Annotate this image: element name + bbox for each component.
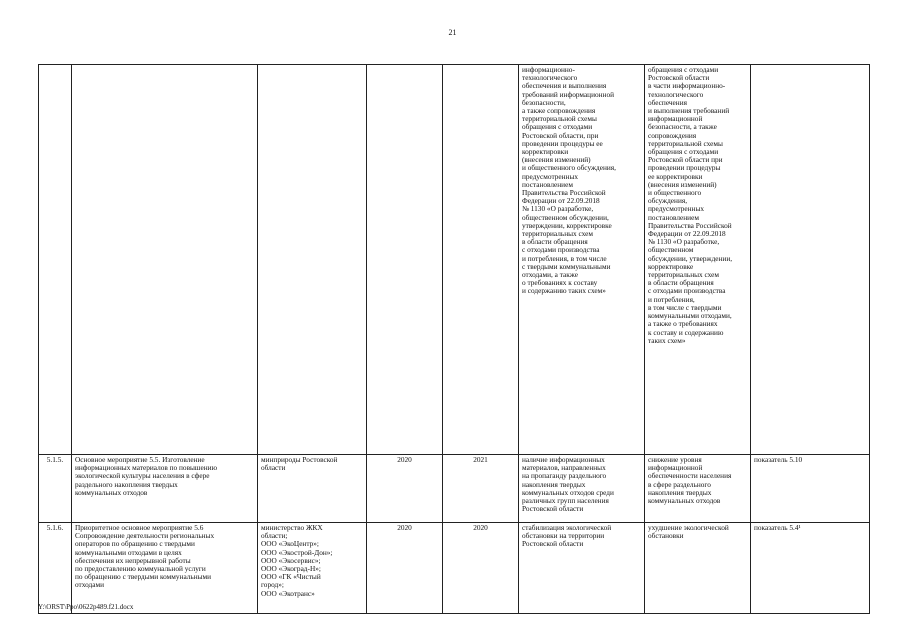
indicator-link: показатель 5.10 <box>751 455 870 523</box>
page-number: 21 <box>448 28 457 37</box>
row-number <box>39 65 72 455</box>
table-row <box>39 523 870 614</box>
file-path-footer: Y:\ORST\Ppo\0622p489.f21.docx <box>38 603 134 611</box>
measure-name: Приоритетное основное мероприятие 5.6 Сопровождение деятельности региональных операторов по обращению с твердыми коммунальными отходами в целях обеспечения их непрерывной работы по предоставлению коммунальной услуги по обращению с твердыми коммунальными отходами <box>72 523 258 614</box>
row-number: 5.1.6. <box>39 523 72 614</box>
start-year: 2020 <box>367 523 443 614</box>
expected-result: информационно- технологического обеспечения и выполнения требований информационной безопасности, а также сопровождения территориальной схемы обращения с отходами Ростовской области, при проведении процедуры ее корректировки (внесения изменений) и общественного обсуждения, предусмотренных постановлением Правительства Российской Федерации от 22.09.2018 № 1130 «О разработке, общественном обсуждении, утверждении, корректировке территориальных схем в области обращения с отходами производства и потребления, в том числе с твердыми коммунальными отходами, а также о требованиях к составу и содержанию таких схем» <box>519 65 645 455</box>
non-implementation-consequence: обращения с отходами Ростовской области в части информационно- технологического обеспечения и выполнения требований информационной безопасности, а также сопровождения территориальной схемы обращения с отходами Ростовской области при проведении процедуры ее корректировки (внесения изменений) и общественного обсуждения, предусмотренных постановлением Правительства Российской Федерации от 22.09.2018 № 1130 «О разработке, общественном обсуждении, утверждении, корректировке территориальных схем в области обращения с отходами производства и потребления, в том числе с твердыми коммунальными отходами, а также о требованиях к составу и содержанию таких схем» <box>645 65 751 455</box>
row-number: 5.1.5. <box>39 455 72 523</box>
expected-result: стабилизация экологической обстановки на территории Ростовской области <box>519 523 645 614</box>
table-row <box>39 65 870 455</box>
end-year: 2021 <box>443 455 519 523</box>
start-year <box>367 65 443 455</box>
indicator-link: показатель 5.4¹ <box>751 523 870 614</box>
executor: министерство ЖКХ области; ООО «ЭкоЦентр»; ООО «Экострой-Дон»; ООО «Экосервис»; ООО «Экоград-Н»; ООО «ГК «Чистый город»; ООО «Экотранс» <box>258 523 367 614</box>
measure-name: Основное мероприятие 5.5. Изготовление информационных материалов по повышению экологической культуры населения в сфере раздельного накопления твердых коммунальных отходов <box>72 455 258 523</box>
non-implementation-consequence: снижение уровня информационной обеспеченности населения в сфере раздельного накопления твердых коммунальных отходов <box>645 455 751 523</box>
measure-name <box>72 65 258 455</box>
end-year <box>443 65 519 455</box>
start-year: 2020 <box>367 455 443 523</box>
non-implementation-consequence: ухудшение экологической обстановки <box>645 523 751 614</box>
indicator-link <box>751 65 870 455</box>
end-year: 2020 <box>443 523 519 614</box>
program-measures-table <box>38 64 870 614</box>
executor: минприроды Ростовской области <box>258 455 367 523</box>
executor <box>258 65 367 455</box>
table-row <box>39 455 870 523</box>
expected-result: наличие информационных материалов, направленных на пропаганду раздельного накопления твердых коммунальных отходов среди различных групп населения Ростовской области <box>519 455 645 523</box>
